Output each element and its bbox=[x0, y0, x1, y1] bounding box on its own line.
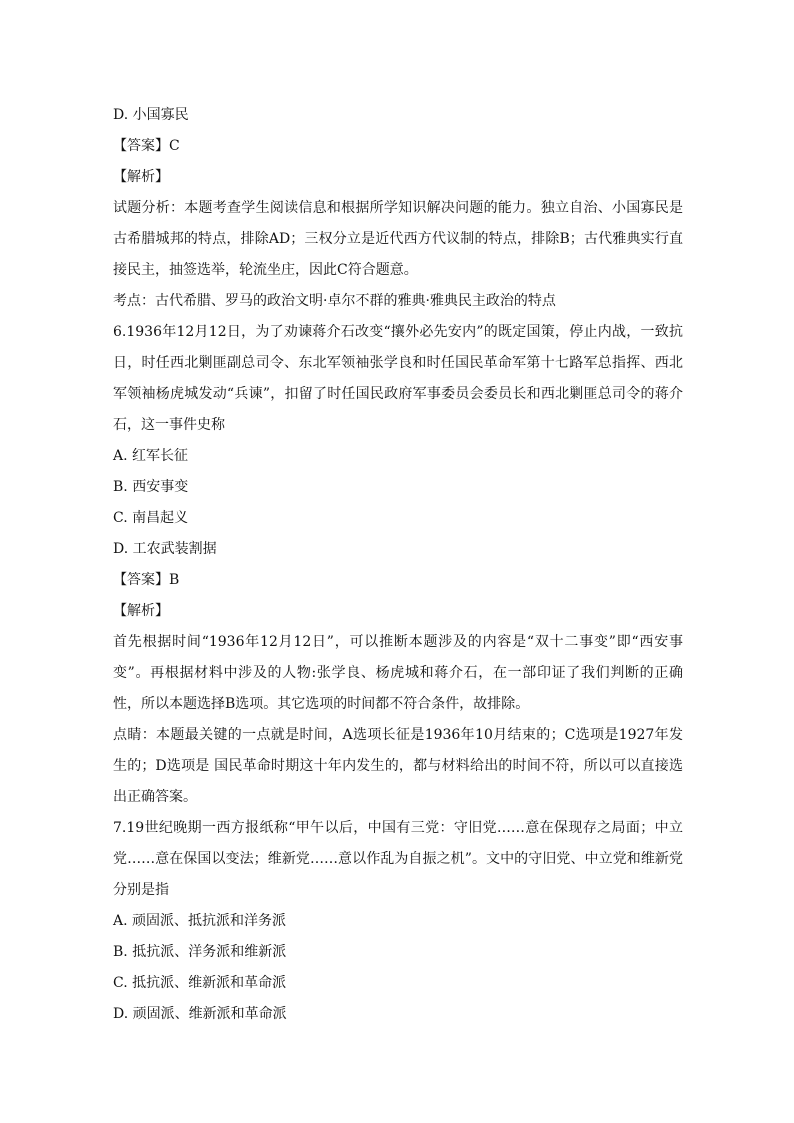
q6-option-a: A. 红军长征 bbox=[113, 448, 189, 464]
q6-stem: 6.1936年12月12日，为了劝谏蒋介石改变“攘外必先安内”的既定国策，停止内战，一致抗日，时任西北剿匪副总司令、东北军领袖张学良和时任国民革命军第十七路军总指挥、西北军领袖杨虎城发动“兵谏”，扣留了时任国民政府军事委员会委员长和西北剿匪总司令的蒋介石，这一事件史称 bbox=[113, 324, 683, 433]
q5-kaodian: 考点：古代希腊、罗马的政治文明·卓尔不群的雅典·雅典民主政治的特点 bbox=[113, 293, 556, 309]
q6-answer: 【答案】B bbox=[113, 572, 180, 588]
q7-option-b: B. 抵抗派、洋务派和维新派 bbox=[113, 944, 287, 960]
q7-option-d: D. 顽固派、维新派和革命派 bbox=[113, 1006, 287, 1022]
q6-option-c: C. 南昌起义 bbox=[113, 510, 189, 526]
q5-option-d: D. 小国寡民 bbox=[113, 107, 189, 123]
q7-option-c: C. 抵抗派、维新派和革命派 bbox=[113, 975, 287, 991]
q6-analysis-label: 【解析】 bbox=[113, 603, 169, 619]
q6-option-b: B. 西安事变 bbox=[113, 479, 189, 495]
q5-answer: 【答案】C bbox=[113, 138, 180, 154]
q5-analysis: 试题分析：本题考查学生阅读信息和根据所学知识解决问题的能力。独立自治、小国寡民是古希腊城邦的特点，排除AD；三权分立是近代西方代议制的特点，排除B；古代雅典实行直接民主，抽签选举，轮流坐庄，因此C符合题意。 bbox=[113, 200, 683, 278]
q6-analysis: 首先根据时间“1936年12月12日”，可以推断本题涉及的内容是“双十二事变”即“西安事变”。再根据材料中涉及的人物:张学良、杨虎城和蒋介石，在一部印证了我们判断的正确性，所以本题选择B选项。其它选项的时间都不符合条件，故排除。 bbox=[113, 634, 683, 712]
document-content bbox=[113, 100, 683, 1030]
q7-option-a: A. 顽固派、抵抗派和洋务派 bbox=[113, 913, 287, 929]
q6-option-d: D. 工农武装割据 bbox=[113, 541, 217, 557]
q6-dianjing: 点睛：本题最关键的一点就是时间，A选项长征是1936年10月结束的；C选项是1927年发生的；D选项是 国民革命时期这十年内发生的，都与材料给出的时间不符，所以可以直接选出正确答案。 bbox=[113, 727, 683, 805]
q5-analysis-label: 【解析】 bbox=[113, 169, 169, 185]
q7-stem: 7.19世纪晚期一西方报纸称“甲午以后，中国有三党：守旧党……意在保现存之局面；中立党……意在保国以变法；维新党……意以作乱为自振之机”。文中的守旧党、中立党和维新党分别是指 bbox=[113, 820, 683, 898]
